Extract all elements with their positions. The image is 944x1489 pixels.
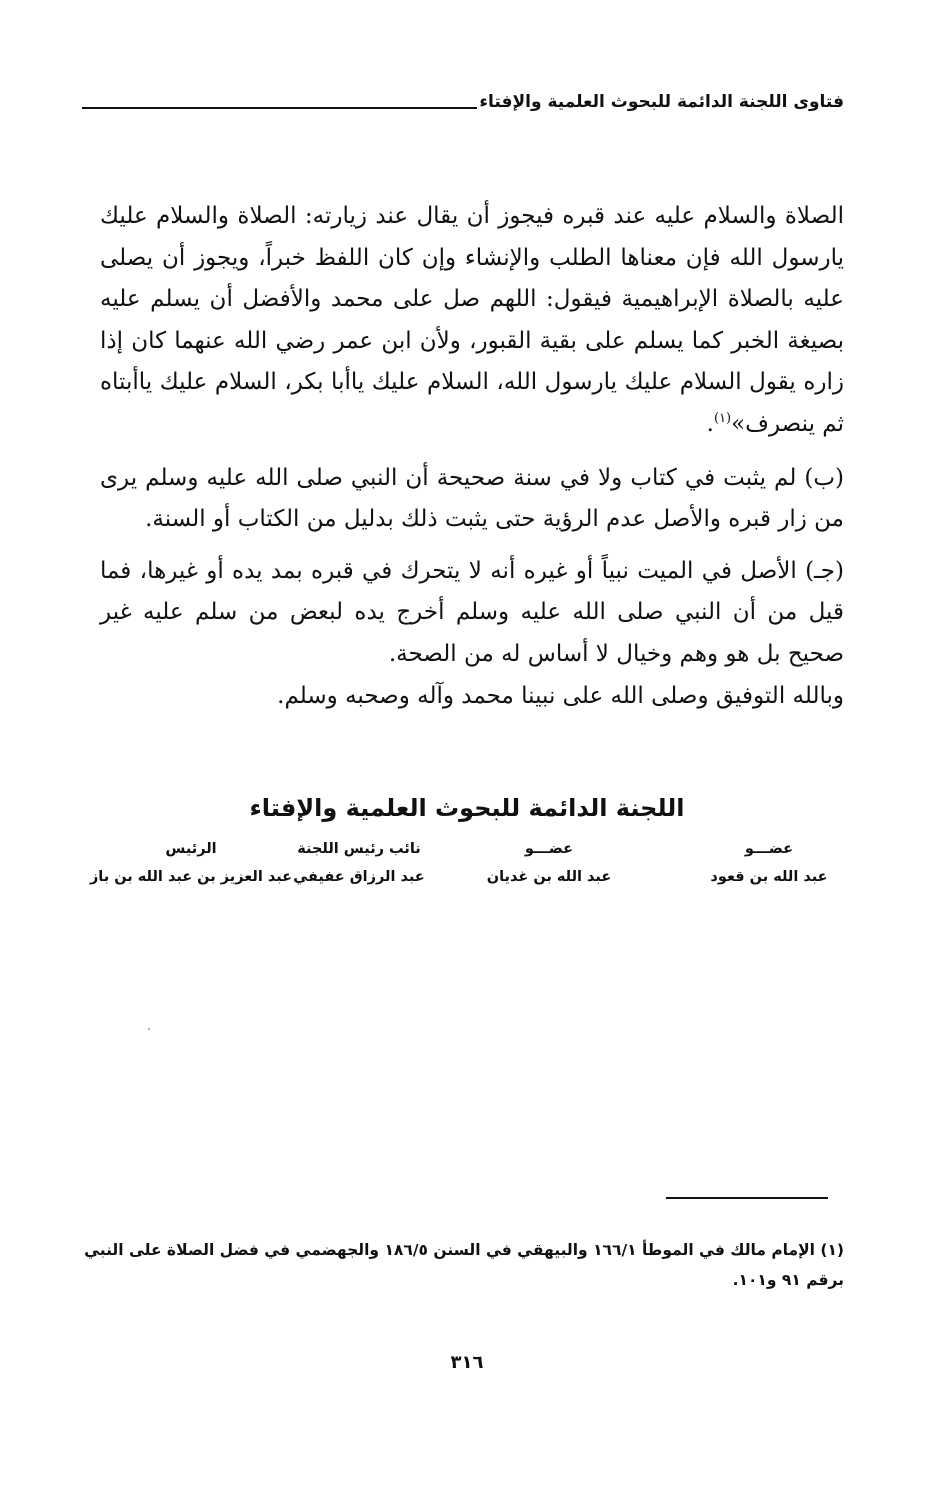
running-header-rule	[82, 107, 477, 109]
signature-name: عبد الله بن قعود	[710, 869, 828, 885]
page-number: ٣١٦	[450, 1352, 484, 1373]
signature-role: نائب رئيس اللجنة	[297, 841, 421, 857]
paragraph-a-end: .	[706, 410, 714, 437]
scan-speck	[148, 1028, 150, 1030]
committee-name: اللجنة الدائمة للبحوث العلمية والإفتاء	[249, 794, 685, 822]
signature-member-ghudayan	[474, 838, 624, 890]
closing-line: وبالله التوفيق وصلى الله على نبينا محمد وآله وصحبه وسلم.	[277, 682, 844, 709]
signature-role: عضـــو	[744, 841, 794, 857]
paragraph-b: (ب) لم يثبت في كتاب ولا في سنة صحيحة أن النبي صلى الله عليه وسلم يرى من زار قبره والأصل عدم الرؤية حتى يثبت ذلك بدليل من الكتاب أو السنة.	[100, 464, 844, 533]
running-header-title: فتاوى اللجنة الدائمة للبحوث العلمية والإفتاء	[479, 92, 844, 112]
signature-role: الرئيس	[165, 841, 217, 857]
signature-president	[86, 838, 296, 890]
signature-name: عبد العزيز بن عبد الله بن باز	[89, 869, 293, 885]
signature-block	[90, 838, 844, 898]
running-header	[82, 86, 844, 112]
signature-vice-president	[284, 838, 434, 890]
signature-name: عبد الله بن غديان	[486, 869, 612, 885]
paragraph-a-text: الصلاة والسلام عليه عند قبره فيجوز أن يقال عند زيارته: الصلاة والسلام عليك يارسول الله فإن معناها الطلب والإنشاء وإن كان اللفظ خبراً، ويجوز أن يصلى عليه بالصلاة الإبراهيمية فيقول: اللهم صل على محمد والأفضل أن يسلم عليه بصيغة الخبر كما يسلم على بقية القبور، ولأن ابن عمر رضي الله عنهما كان إذا زاره يقول السلام عليك يارسول الله، السلام عليك ياأبا بكر، السلام عليك ياأبتاه ثم ينصرف»	[100, 203, 844, 437]
paragraph-a	[100, 196, 844, 446]
paragraph-c: (جـ) الأصل في الميت نبياً أو غيره أنه لا يتحرك في قبره بمد يده أو غيرها، فما قيل من أن النبي صلى الله عليه وسلم أخرج يده لبعض من سلم عليه غير صحيح بل هو وهم وخيال لا أساس له من الصحة.	[100, 557, 844, 667]
footnote-reference: (١)	[713, 410, 732, 426]
signature-member-qaood	[694, 838, 844, 890]
footnote: (١) الإمام مالك في الموطأ ١٦٦/١ والبيهقي في السنن ١٨٦/٥ والجهضمي في فضل الصلاة على النبي برقم ٩١ و١٠١.	[84, 1241, 844, 1289]
main-text	[100, 196, 844, 717]
footnote-separator	[666, 1197, 828, 1199]
signature-role: عضـــو	[524, 841, 574, 857]
signature-name: عبد الرزاق عفيفي	[293, 869, 425, 885]
